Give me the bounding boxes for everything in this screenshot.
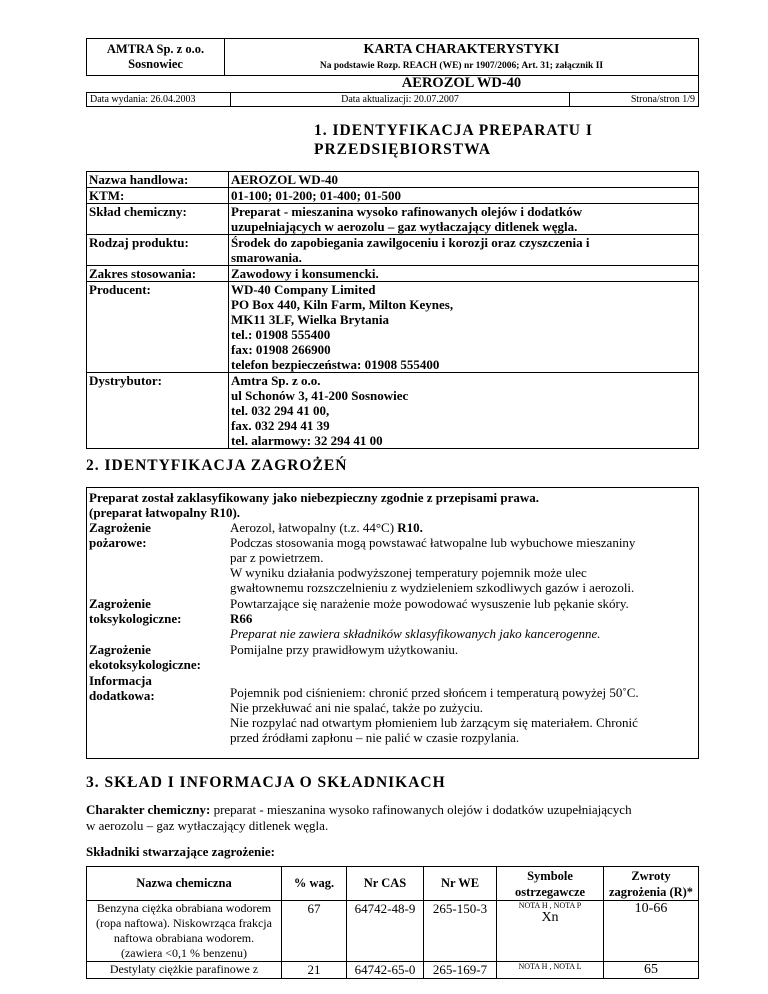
component-name: Benzyna ciężka obrabiana wodorem (ropa naftowa). Niskowrząca frakcja naftowa obrabiana wodorem. (zawiera <0,1 % benzenu)	[87, 901, 282, 962]
component-symbols	[497, 962, 604, 979]
eco-hazard-label: Zagrożenie ekotoksykologiczne:	[89, 642, 201, 672]
identification-value-line: ul Schonów 3, 41-200 Sosnowiec	[231, 388, 409, 403]
fire-hazard-text: Aerozol, łatwopalny (t.z. 44°C) R10. Podczas stosowania mogą powstawać łatwopalne lub wybuchowe mieszaniny par z powietrzem. W wyniku działania podwyższonej temperatury pojemnik może ulec gwałtownemu rozszczelnieniu z wydzieleniem szkodliwych gazów i aerozoli.	[230, 520, 636, 595]
col-symbols: Symbole ostrzegawcze	[497, 867, 604, 901]
section1-title-line2: PRZEDSIĘBIORSTWA	[314, 141, 492, 158]
info-label: Informacja dodatkowa:	[89, 673, 155, 703]
company-name: AMTRA Sp. z o.o.	[106, 42, 205, 56]
chemical-character: Charakter chemiczny: preparat - mieszanina wysoko rafinowanych olejów i dodatków uzupełniających w aerozolu – gaz wytłaczający ditlenek węgla.	[86, 802, 632, 833]
component-nota: NOTA H , NOTA L	[518, 962, 582, 971]
identification-label: Skład chemiczny:	[87, 204, 229, 235]
section2-title: 2. IDENTYFIKACJA ZAGROŻEŃ	[86, 457, 348, 474]
component-wt: 21	[282, 962, 347, 979]
identification-value-line: telefon bezpieczeństwa: 01908 555400	[231, 357, 440, 372]
identification-value-line: Amtra Sp. z o.o.	[231, 373, 321, 388]
component-wt: 67	[282, 901, 347, 962]
identification-value-line: tel. 032 294 41 00,	[231, 403, 330, 418]
identification-label: Rodzaj produktu:	[87, 235, 229, 266]
hazard-intro-1: Preparat został zaklasyfikowany jako niebezpieczny zgodnie z przepisami prawa.	[89, 490, 540, 505]
components-header-row	[87, 867, 699, 901]
identification-value-line: fax: 01908 266900	[231, 342, 331, 357]
component-row	[87, 962, 699, 979]
doc-basis: Na podstawie Rozp. REACH (WE) nr 1907/2006; Art. 31; załącznik II	[319, 61, 604, 71]
identification-row	[87, 172, 699, 188]
company-city: Sosnowiec	[128, 57, 183, 71]
identification-value	[229, 172, 699, 188]
identification-value	[229, 204, 699, 235]
component-cas: 64742-48-9	[347, 901, 424, 962]
component-we: 265-169-7	[424, 962, 497, 979]
identification-value-line: MK11 3LF, Wielka Brytania	[231, 312, 389, 327]
col-name: Nazwa chemiczna	[87, 867, 282, 901]
title-cell	[225, 39, 699, 76]
identification-value-line: Środek do zapobiegania zawilgoceniu i korozji oraz czyszczenia i	[231, 235, 590, 250]
identification-value-line: uzupełniających w aerozolu – gaz wytłaczający ditlenek węgla.	[231, 219, 578, 234]
component-rphrases: 65	[604, 962, 699, 979]
identification-row	[87, 235, 699, 266]
component-we: 265-150-3	[424, 901, 497, 962]
identification-row	[87, 204, 699, 235]
update-date: Data aktualizacji: 20.07.2007	[231, 93, 570, 107]
component-cas: 64742-65-0	[347, 962, 424, 979]
tox-hazard-text: Powtarzające się narażenie może powodować wysuszenie lub pękanie skóry. R66 Preparat nie zawiera składników sklasyfikowanych jako kancerogenne.	[230, 596, 629, 641]
identification-label: Nazwa handlowa:	[87, 172, 229, 188]
section3-title: 3. SKŁAD I INFORMACJA O SKŁADNIKACH	[86, 774, 446, 791]
identification-value-line: AEROZOL WD-40	[231, 172, 339, 187]
identification-value-line: Preparat - mieszanina wysoko rafinowanych olejów i dodatków	[231, 204, 583, 219]
col-we: Nr WE	[424, 867, 497, 901]
component-symbol: Xn	[541, 910, 559, 925]
identification-row	[87, 188, 699, 204]
col-rphrases: Zwroty zagrożenia (R)*	[604, 867, 699, 901]
identification-value-line: WD-40 Company Limited	[231, 282, 376, 297]
chemical-character-label: Charakter chemiczny:	[86, 802, 211, 817]
eco-hazard-text: Pomijalne przy prawidłowym użytkowaniu.	[230, 642, 459, 657]
component-row	[87, 901, 699, 962]
identification-table	[86, 171, 699, 449]
section1-title	[314, 121, 593, 159]
col-cas: Nr CAS	[347, 867, 424, 901]
dates-row	[86, 92, 699, 107]
component-symbols	[497, 901, 604, 962]
component-rphrases: 10-66	[604, 901, 699, 962]
info-text: Pojemnik pod ciśnieniem: chronić przed słońcem i temperaturą powyżej 50˚C. Nie przekłuwać ani nie spalać, także po zużyciu. Nie rozpylać nad otwartym płomieniem lub żarzącym się materiałem. Chronić przed źródłami zapłonu – nie palić w czasie rozpylania.	[230, 685, 639, 745]
doc-title: KARTA CHARAKTERYSTYKI	[363, 42, 560, 57]
identification-value-line: tel. alarmowy: 32 294 41 00	[231, 433, 383, 448]
header-product-border	[224, 74, 699, 94]
document-header	[86, 38, 699, 76]
identification-row	[87, 266, 699, 282]
identification-label: Dystrybutor:	[87, 373, 229, 449]
hazard-intro-2: (preparat łatwopalny R10).	[89, 505, 241, 520]
product-name: AEROZOL WD-40	[401, 75, 522, 91]
identification-value	[229, 266, 699, 282]
fire-hazard-label: Zagrożenie pożarowe:	[89, 520, 151, 550]
identification-value-line: 01-100; 01-200; 01-400; 01-500	[231, 188, 402, 203]
issue-date: Data wydania: 26.04.2003	[87, 93, 231, 107]
tox-hazard-label: Zagrożenie toksykologiczne:	[89, 596, 182, 626]
section1-title-line1: 1. IDENTYFIKACJA PREPARATU I	[314, 122, 593, 139]
components-table	[86, 866, 699, 979]
page-number: Strona/stron 1/9	[570, 93, 699, 107]
identification-value-line: tel.: 01908 555400	[231, 327, 331, 342]
identification-value-line: fax. 032 294 41 39	[231, 418, 330, 433]
identification-label: KTM:	[87, 188, 229, 204]
identification-row	[87, 373, 699, 449]
company-cell	[87, 39, 225, 76]
identification-value	[229, 282, 699, 373]
identification-value-line: PO Box 440, Kiln Farm, Milton Keynes,	[231, 297, 454, 312]
component-nota: NOTA H , NOTA P	[518, 901, 582, 910]
identification-row	[87, 282, 699, 373]
identification-label: Producent:	[87, 282, 229, 373]
component-name: Destylaty ciężkie parafinowe z	[87, 962, 282, 979]
identification-value	[229, 373, 699, 449]
col-wt: % wag.	[282, 867, 347, 901]
hazards-box	[86, 487, 699, 759]
components-label: Składniki stwarzające zagrożenie:	[86, 844, 275, 859]
identification-value-line: Zawodowy i konsumencki.	[231, 266, 379, 281]
identification-value-line: smarowania.	[231, 250, 302, 265]
identification-value	[229, 235, 699, 266]
identification-label: Zakres stosowania:	[87, 266, 229, 282]
identification-value	[229, 188, 699, 204]
